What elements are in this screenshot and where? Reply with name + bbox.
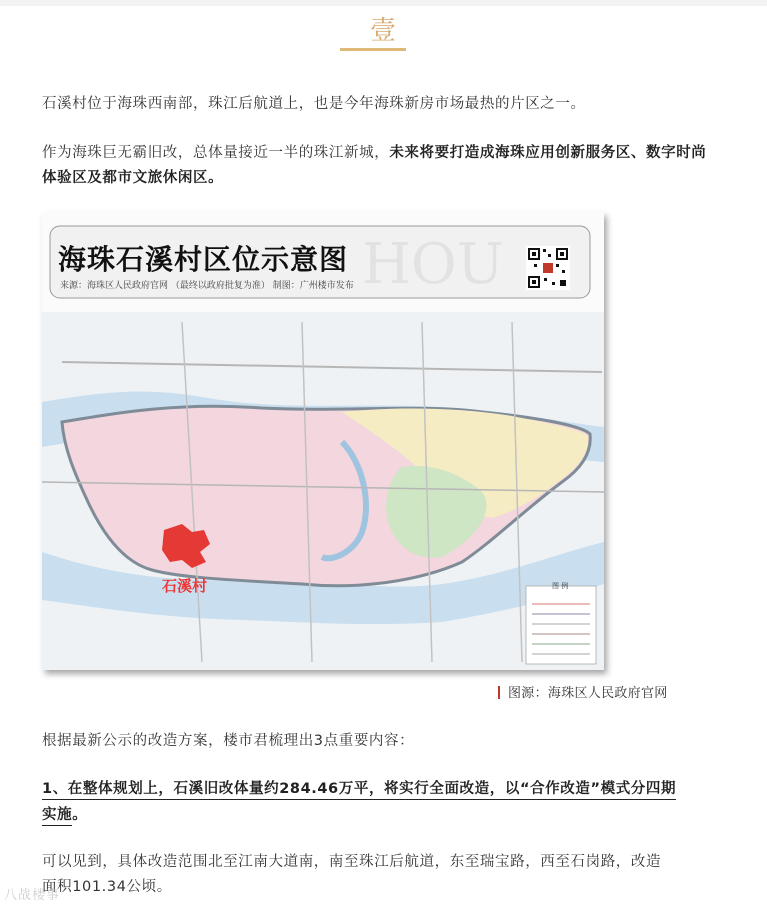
map-place-label: 石溪村 xyxy=(162,577,208,595)
headline-end: 。 xyxy=(72,807,88,823)
caption-accent-bar xyxy=(498,686,500,699)
paragraph-scope-line-2: 面积101.34公顷。 xyxy=(42,879,172,895)
paragraph-plan-bold: 未来将要打造成海珠应用创新服务区、数字时尚体验区及都市文旅休闲区。 xyxy=(42,145,707,186)
paragraph-plan-normal: 作为海珠巨无霸旧改，总体量接近一半的珠江新城， xyxy=(42,145,390,161)
section-underline xyxy=(340,48,406,51)
top-bar xyxy=(0,0,767,6)
paragraph-scope xyxy=(42,850,712,900)
image-caption xyxy=(498,682,668,701)
headline-line-2: 实施 xyxy=(42,807,72,826)
section-number: 壹 xyxy=(369,16,397,46)
caption-text: 图源：海珠区人民政府官网 xyxy=(508,686,668,701)
paragraph-scope-line-1: 可以见到，具体改造范围北至江南大道南，南至珠江后航道，东至瑞宝路，西至石岗路，改造 xyxy=(42,854,662,870)
map-image xyxy=(42,212,604,670)
headline-line-1: 1、在整体规划上，石溪旧改体量约284.46万平，将实行全面改造，以“合作改造”模式分四期 xyxy=(42,781,676,800)
footer-watermark: 八战楼事 xyxy=(4,888,61,903)
paragraph-summary: 根据最新公示的改造方案，楼市君梳理出3点重要内容： xyxy=(42,733,415,749)
map-title: 海珠石溪村区位示意图 xyxy=(58,243,349,276)
map-subtitle: 来源：海珠区人民政府官网 （最终以政府批复为准） 制图：广州楼市发布 xyxy=(60,281,354,291)
map-legend-title: 图 例 xyxy=(552,582,569,590)
paragraph-plan xyxy=(42,141,712,191)
section-header xyxy=(0,10,767,47)
map-watermark: HOU xyxy=(362,232,504,297)
headline-point-1 xyxy=(42,776,706,828)
qr-code-icon xyxy=(526,246,570,290)
paragraph-intro: 石溪村位于海珠西南部，珠江后航道上，也是今年海珠新房市场最热的片区之一。 xyxy=(42,96,586,112)
